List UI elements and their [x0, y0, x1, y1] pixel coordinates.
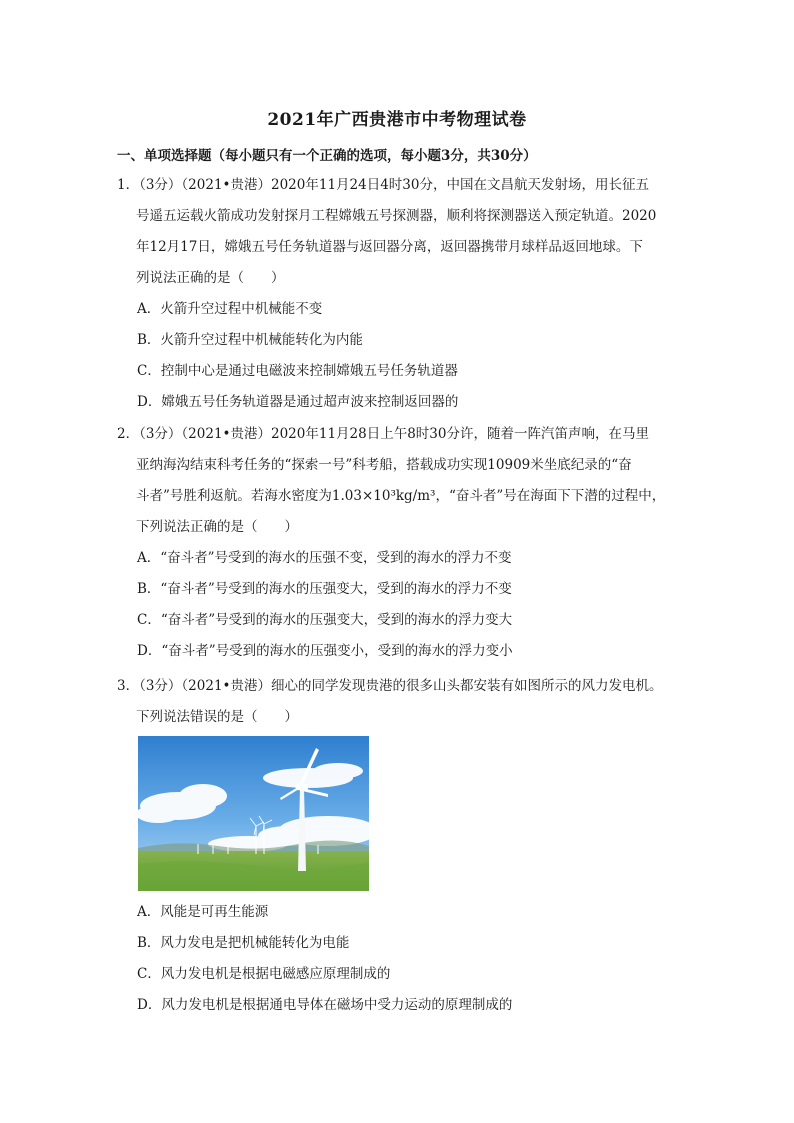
question-2-line-3: 斗者”号胜利返航。若海水密度为1.03×10³kg/m³，“奋斗者”号在海面下下潜的过程中， [136, 488, 666, 504]
question-3-options [117, 897, 512, 1021]
question-2 [117, 419, 677, 667]
question-1-option-c: C．控制中心是通过电磁波来控制嫦娥五号任务轨道器 [137, 363, 458, 379]
wind-turbine-photo [138, 736, 369, 891]
question-3-option-c: C．风力发电机是根据电磁感应原理制成的 [137, 966, 391, 982]
page-title: 2021年广西贵港市中考物理试卷 [267, 110, 527, 130]
question-1-line-4: 列说法正确的是（ ） [136, 270, 285, 286]
question-3 [117, 671, 677, 733]
question-2-option-c: C．“奋斗者”号受到的海水的压强变大，受到的海水的浮力变大 [137, 612, 513, 628]
question-1-option-d: D．嫦娥五号任务轨道器是通过超声波来控制返回器的 [137, 394, 459, 410]
question-3-line-2: 下列说法错误的是（ ） [136, 709, 298, 725]
question-3-option-b: B．风力发电是把机械能转化为电能 [137, 935, 350, 951]
question-1 [117, 170, 677, 418]
question-2-option-a: A．“奋斗者”号受到的海水的压强不变，受到的海水的浮力不变 [137, 550, 512, 566]
question-2-option-d: D．“奋斗者”号受到的海水的压强变小，受到的海水的浮力变小 [137, 643, 513, 659]
question-3-option-d: D．风力发电机是根据通电导体在磁场中受力运动的原理制成的 [137, 997, 513, 1013]
question-2-line-4: 下列说法正确的是（ ） [136, 519, 298, 535]
question-1-line-3: 年12月17日，嫦娥五号任务轨道器与返回器分离，返回器携带月球样品返回地球。下 [136, 239, 643, 255]
question-2-line-2: 亚纳海沟结束科考任务的“探索一号”科考船，搭载成功实现10909米坐底纪录的“奋 [136, 457, 632, 473]
section-heading: 一、单项选择题（每小题只有一个正确的选项，每小题3分，共30分） [117, 148, 537, 164]
question-3-line-1: 3．（3分）（2021•贵港）细心的同学发现贵港的很多山头都安装有如图所示的风力发电机。 [117, 678, 663, 694]
question-1-option-b: B．火箭升空过程中机械能转化为内能 [137, 332, 363, 348]
question-1-option-a: A．火箭升空过程中机械能不变 [137, 301, 323, 317]
question-2-line-1: 2．（3分）（2021•贵港）2020年11月28日上午8时30分许，随着一阵汽笛声响，在马里 [117, 426, 649, 442]
question-1-line-1: 1．（3分）（2021•贵港）2020年11月24日4时30分，中国在文昌航天发射场，用长征五 [117, 177, 649, 193]
question-2-option-b: B．“奋斗者”号受到的海水的压强变大，受到的海水的浮力不变 [137, 581, 512, 597]
question-1-line-2: 号遥五运载火箭成功发射探月工程嫦娥五号探测器，顺利将探测器送入预定轨道。2020 [136, 208, 657, 224]
question-3-option-a: A．风能是可再生能源 [137, 904, 269, 920]
